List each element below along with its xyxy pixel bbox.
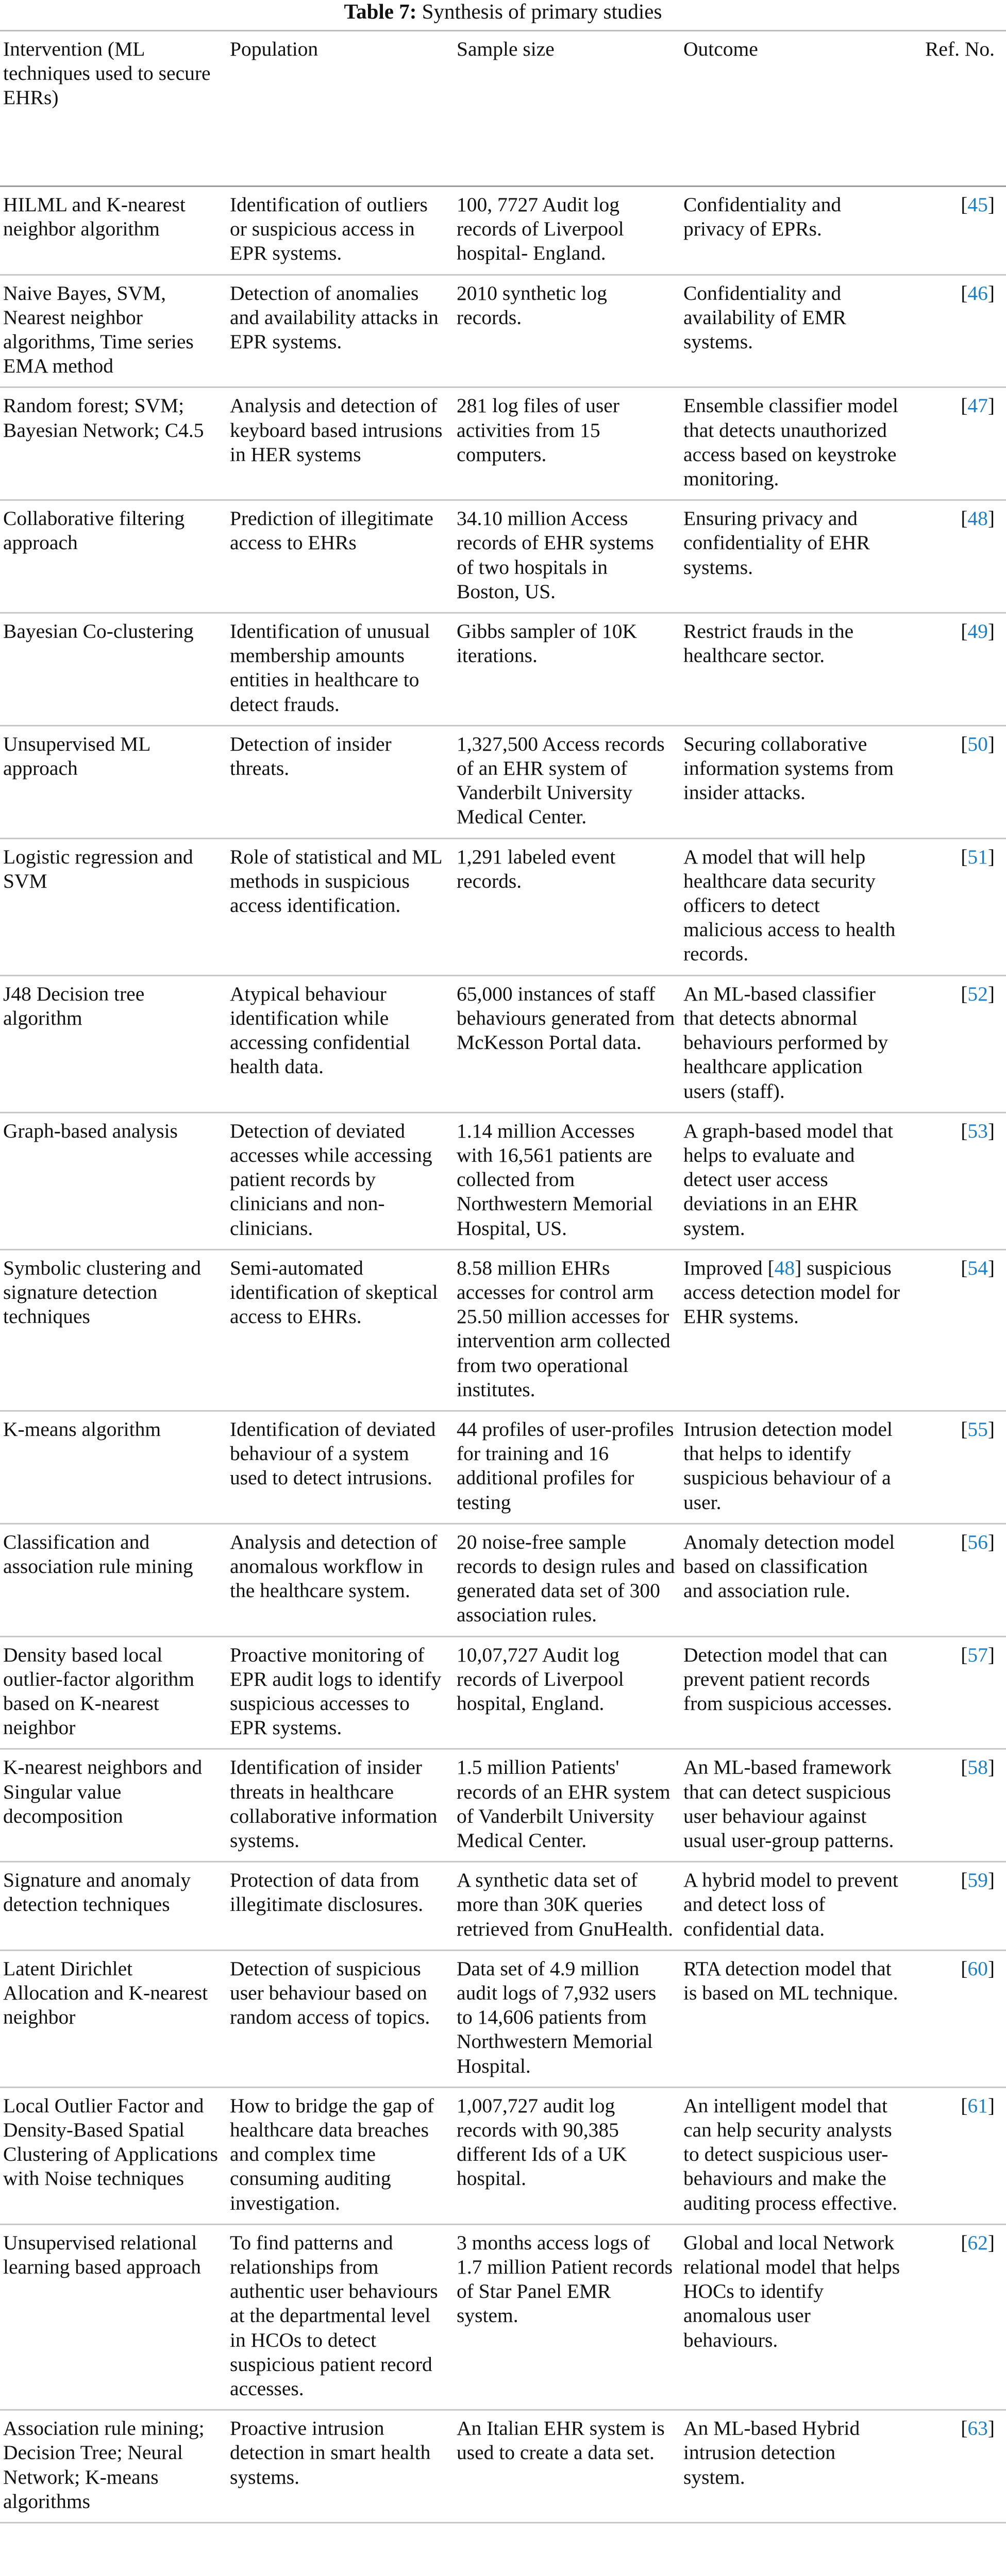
citation-link[interactable]: 46 [967,281,988,304]
cell-ref: [54] [907,1249,1006,1411]
table-row [0,500,1006,613]
cell-ref: [55] [907,1411,1006,1523]
table-row [0,275,1006,387]
cell-sample-size: 100, 7727 Audit log records of Liverpool hospital- England. [454,187,680,275]
cell-population: Analysis and detection of anomalous workflow in the healthcare system. [227,1523,454,1636]
outcome-text: suspicious access detection model for EHR systems. [683,1256,900,1328]
cell-intervention: Latent Dirichlet Allocation and K-nearest neighbor [0,1950,227,2087]
cell-outcome: Securing collaborative information systems from insider attacks. [680,725,907,838]
cell-sample-size: 1,007,727 audit log records with 90,385 different Ids of a UK hospital. [454,2087,680,2224]
citation-link[interactable]: 58 [967,1756,988,1779]
header-population: Population [227,31,454,187]
cell-population: Semi-automated identification of skeptical access to EHRs. [227,1249,454,1411]
cell-intervention: J48 Decision tree algorithm [0,975,227,1112]
table-title: Synthesis of primary studies [416,0,662,23]
cell-population: Identification of deviated behaviour of a system used to detect intrusions. [227,1411,454,1523]
table-row [0,1862,1006,1951]
cell-population: How to bridge the gap of healthcare data breaches and complex time consuming auditing investigation. [227,2087,454,2224]
cell-population: Identification of insider threats in healthcare collaborative information systems. [227,1749,454,1862]
cell-sample-size: 3 months access logs of 1.7 million Patient records of Star Panel EMR system. [454,2224,680,2410]
table-row [0,838,1006,975]
cell-intervention: Density based local outlier-factor algorithm based on K-nearest neighbor [0,1636,227,1749]
cell-outcome: A hybrid model to prevent and detect loss of confidential data. [680,1862,907,1951]
outcome-prefix: Improved [683,1256,768,1279]
table-caption [0,0,1006,24]
cell-intervention: Graph-based analysis [0,1112,227,1249]
cell-ref: [45] [907,187,1006,275]
cell-ref: [47] [907,387,1006,500]
cell-sample-size: 1.5 million Patients' records of an EHR system of Vanderbilt University Medical Center. [454,1749,680,1862]
table-row [0,2410,1006,2523]
cell-outcome: An ML-based Hybrid intrusion detection system. [680,2410,907,2523]
table-row [0,975,1006,1112]
cell-intervention: Random forest; SVM; Bayesian Network; C4.5 [0,387,227,500]
cell-ref: [52] [907,975,1006,1112]
cell-outcome: Confidentiality and privacy of EPRs. [680,187,907,275]
cell-intervention: Symbolic clustering and signature detection techniques [0,1249,227,1411]
cell-outcome: Confidentiality and availability of EMR systems. [680,275,907,387]
cell-ref: [63] [907,2410,1006,2523]
cell-sample-size: Gibbs sampler of 10K iterations. [454,613,680,726]
cell-population: Role of statistical and ML methods in suspicious access identification. [227,838,454,975]
cell-population: To find patterns and relationships from authentic user behaviours at the departmental level in HCOs to detect suspicious patient record accesses. [227,2224,454,2410]
cell-population: Detection of deviated accesses while accessing patient records by clinicians and non-clinicians. [227,1112,454,1249]
cell-intervention: Classification and association rule mining [0,1523,227,1636]
citation-link[interactable]: 52 [967,982,988,1005]
citation-link[interactable]: 61 [967,2094,988,2117]
table-row [0,725,1006,838]
outcome-citation-link[interactable]: 48 [774,1256,795,1279]
table-row [0,1636,1006,1749]
citation-link[interactable]: 49 [967,620,988,643]
cell-population: Analysis and detection of keyboard based intrusions in HER systems [227,387,454,500]
cell-outcome: Restrict frauds in the healthcare sector. [680,613,907,726]
cell-sample-size: A synthetic data set of more than 30K queries retrieved from GnuHealth. [454,1862,680,1951]
header-ref: Ref. No. [907,31,1006,187]
cell-ref: [53] [907,1112,1006,1249]
cell-ref: [50] [907,725,1006,838]
cell-sample-size: 8.58 million EHRs accesses for control arm 25.50 million accesses for intervention arm collected from two operational institutes. [454,1249,680,1411]
cell-outcome: Improved [48] suspicious access detection model for EHR systems. [680,1249,907,1411]
primary-studies-table [0,30,1006,2523]
cell-intervention: Logistic regression and SVM [0,838,227,975]
cell-outcome: An ML-based framework that can detect suspicious user behaviour against usual user-group patterns. [680,1749,907,1862]
header-outcome: Outcome [680,31,907,187]
cell-population: Detection of insider threats. [227,725,454,838]
cell-outcome: Anomaly detection model based on classification and association rule. [680,1523,907,1636]
cell-population: Atypical behaviour identification while accessing confidential health data. [227,975,454,1112]
cell-population: Identification of outliers or suspicious access in EPR systems. [227,187,454,275]
table-row [0,1523,1006,1636]
cell-outcome: Ensemble classifier model that detects unauthorized access based on keystroke monitoring. [680,387,907,500]
cell-outcome: RTA detection model that is based on ML technique. [680,1950,907,2087]
cell-population: Protection of data from illegitimate disclosures. [227,1862,454,1951]
cell-intervention: Collaborative filtering approach [0,500,227,613]
cell-population: Proactive monitoring of EPR audit logs to identify suspicious accesses to EPR systems. [227,1636,454,1749]
header-row [0,31,1006,187]
cell-population: Prediction of illegitimate access to EHRs [227,500,454,613]
header-intervention: Intervention (ML techniques used to secure EHRs) [0,31,227,187]
cell-outcome: A model that will help healthcare data security officers to detect malicious access to health records. [680,838,907,975]
cell-sample-size: An Italian EHR system is used to create a data set. [454,2410,680,2523]
cell-ref: [59] [907,1862,1006,1951]
cell-intervention: Association rule mining; Decision Tree; Neural Network; K-means algorithms [0,2410,227,2523]
citation-link[interactable]: 62 [967,2231,988,2254]
cell-sample-size: 20 noise-free sample records to design rules and generated data set of 300 association rules. [454,1523,680,1636]
cell-sample-size: 10,07,727 Audit log records of Liverpool hospital, England. [454,1636,680,1749]
citation-link[interactable]: 48 [967,507,988,530]
header-sample-size: Sample size [454,31,680,187]
citation-link[interactable]: 63 [967,2417,988,2440]
citation-link[interactable]: 53 [967,1119,988,1142]
cell-intervention: Local Outlier Factor and Density-Based Spatial Clustering of Applications with Noise techniques [0,2087,227,2224]
table-row [0,187,1006,275]
cell-ref: [46] [907,275,1006,387]
citation-link[interactable]: 45 [967,193,988,216]
table-row [0,1112,1006,1249]
citation-link[interactable]: 59 [967,1869,988,1892]
cell-sample-size: 34.10 million Access records of EHR systems of two hospitals in Boston, US. [454,500,680,613]
cell-outcome: Global and local Network relational model that helps HOCs to identify anomalous user behaviours. [680,2224,907,2410]
cell-outcome: Ensuring privacy and confidentiality of EHR systems. [680,500,907,613]
table-row [0,1411,1006,1523]
citation-link[interactable]: 51 [967,845,988,868]
cell-sample-size: 1,327,500 Access records of an EHR system of Vanderbilt University Medical Center. [454,725,680,838]
cell-population: Identification of unusual membership amounts entities in healthcare to detect frauds. [227,613,454,726]
cell-sample-size: 1,291 labeled event records. [454,838,680,975]
cell-ref: [58] [907,1749,1006,1862]
cell-population: Detection of anomalies and availability attacks in EPR systems. [227,275,454,387]
citation-link[interactable]: 60 [967,1957,988,1980]
cell-outcome: An intelligent model that can help security analysts to detect suspicious user-behaviours and make the auditing process effective. [680,2087,907,2224]
cell-sample-size: 44 profiles of user-profiles for training and 16 additional profiles for testing [454,1411,680,1523]
cell-population: Proactive intrusion detection in smart health systems. [227,2410,454,2523]
cell-intervention: K-nearest neighbors and Singular value decomposition [0,1749,227,1862]
citation-link[interactable]: 57 [967,1643,988,1666]
table-row [0,613,1006,726]
cell-outcome: An ML-based classifier that detects abnormal behaviours performed by healthcare application users (staff). [680,975,907,1112]
cell-ref: [60] [907,1950,1006,2087]
cell-outcome: A graph-based model that helps to evaluate and detect user access deviations in an EHR system. [680,1112,907,1249]
cell-population: Detection of suspicious user behaviour based on random access of topics. [227,1950,454,2087]
table-row [0,1749,1006,1862]
cell-intervention: Signature and anomaly detection techniques [0,1862,227,1951]
cell-sample-size: 281 log files of user activities from 15 computers. [454,387,680,500]
citation-link[interactable]: 54 [967,1256,988,1279]
table-row [0,1249,1006,1411]
cell-ref: [61] [907,2087,1006,2224]
citation-link[interactable]: 56 [967,1530,988,1553]
cell-intervention: K-means algorithm [0,1411,227,1523]
citation-link[interactable]: 55 [967,1417,988,1440]
cell-outcome: Intrusion detection model that helps to identify suspicious behaviour of a user. [680,1411,907,1523]
cell-sample-size: 2010 synthetic log records. [454,275,680,387]
cell-intervention: Unsupervised relational learning based approach [0,2224,227,2410]
cell-sample-size: 1.14 million Accesses with 16,561 patients are collected from Northwestern Memorial Hospital, US. [454,1112,680,1249]
cell-intervention: Unsupervised ML approach [0,725,227,838]
table-row [0,387,1006,500]
cell-ref: [62] [907,2224,1006,2410]
cell-ref: [57] [907,1636,1006,1749]
table-row [0,2087,1006,2224]
citation-link[interactable]: 50 [967,732,988,755]
cell-intervention: Naive Bayes, SVM, Nearest neighbor algorithms, Time series EMA method [0,275,227,387]
cell-sample-size: Data set of 4.9 million audit logs of 7,932 users to 14,606 patients from Northwestern Memorial Hospital. [454,1950,680,2087]
table-label: Table 7: [344,0,417,23]
cell-ref: [49] [907,613,1006,726]
cell-sample-size: 65,000 instances of staff behaviours generated from McKesson Portal data. [454,975,680,1112]
cell-ref: [51] [907,838,1006,975]
cell-intervention: HILML and K-nearest neighbor algorithm [0,187,227,275]
citation-link[interactable]: 47 [967,394,988,417]
cell-ref: [56] [907,1523,1006,1636]
table-row [0,1950,1006,2087]
cell-outcome: Detection model that can prevent patient records from suspicious accesses. [680,1636,907,1749]
cell-intervention: Bayesian Co-clustering [0,613,227,726]
cell-ref: [48] [907,500,1006,613]
table-row [0,2224,1006,2410]
